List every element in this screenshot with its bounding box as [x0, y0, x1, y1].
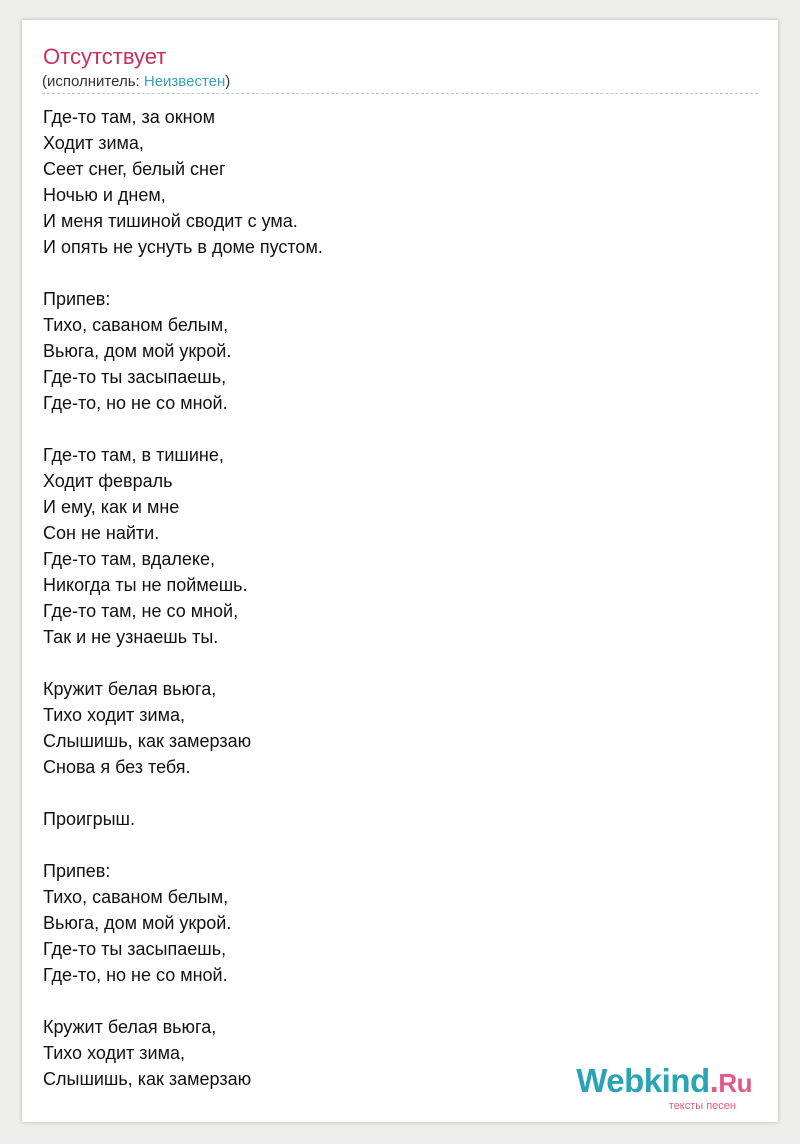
- lyric-line: Где-то там, в тишине,: [43, 445, 224, 465]
- lyric-line: Вьюга, дом мой укрой.: [43, 913, 232, 933]
- artist-link[interactable]: Неизвестен: [143, 73, 226, 90]
- lyric-line: И ему, как и мне: [43, 497, 180, 517]
- lyric-line: Ходит февраль: [43, 471, 173, 491]
- lyric-line: Так и не узнаешь ты.: [43, 627, 219, 647]
- lyric-line: Где-то, но не со мной.: [43, 965, 228, 985]
- logo-dot: .: [709, 1062, 719, 1099]
- lyrics-stanza: [43, 676, 758, 780]
- lyric-line: Слышишь, как замерзаю: [43, 1069, 252, 1089]
- logo-name: Webkind: [576, 1062, 710, 1099]
- lyric-line: Где-то там, не со мной,: [43, 601, 239, 621]
- lyric-line: Сеет снег, белый снег: [43, 159, 226, 179]
- lyrics-stanza: [43, 286, 758, 416]
- lyric-line: Тихо, саваном белым,: [43, 315, 229, 335]
- header-divider: [42, 93, 758, 94]
- lyric-line: И меня тишиной сводит с ума.: [43, 211, 298, 231]
- site-logo[interactable]: [552, 1062, 752, 1114]
- artist-suffix: ): [225, 73, 231, 90]
- logo-wordmark: [576, 1062, 752, 1102]
- artist-prefix: (исполнитель:: [42, 73, 144, 90]
- lyric-line: И опять не уснуть в доме пустом.: [43, 237, 323, 257]
- lyric-line: Кружит белая вьюга,: [43, 1017, 217, 1037]
- lyric-line: Припев:: [43, 289, 111, 309]
- lyrics-body: [43, 104, 758, 1118]
- logo-tagline: тексты песен: [668, 1100, 736, 1112]
- artist-line: [42, 72, 230, 92]
- lyric-line: Где-то, но не со мной.: [43, 393, 228, 413]
- song-title: Отсутствует: [43, 44, 167, 69]
- lyric-line: Где-то там, за окном: [43, 107, 216, 127]
- lyric-line: Никогда ты не поймешь.: [43, 575, 248, 595]
- lyric-line: Кружит белая вьюга,: [43, 679, 217, 699]
- lyric-line: Где-то ты засыпаешь,: [43, 367, 227, 387]
- lyric-line: Тихо ходит зима,: [43, 1043, 185, 1063]
- lyric-line: Ночью и днем,: [43, 185, 166, 205]
- lyric-line: Слышишь, как замерзаю: [43, 731, 252, 751]
- lyrics-stanza: [43, 806, 758, 832]
- lyric-line: Припев:: [43, 861, 111, 881]
- lyric-line: Где-то ты засыпаешь,: [43, 939, 227, 959]
- lyrics-stanza: [43, 858, 758, 988]
- lyric-line: Вьюга, дом мой укрой.: [43, 341, 232, 361]
- lyric-line: Где-то там, вдалеке,: [43, 549, 216, 569]
- lyric-line: Тихо ходит зима,: [43, 705, 185, 725]
- lyrics-stanza: [43, 104, 758, 260]
- logo-tld: Ru: [718, 1068, 752, 1098]
- lyric-line: Сон не найти.: [43, 523, 160, 543]
- lyrics-stanza: [43, 442, 758, 650]
- lyric-line: Тихо, саваном белым,: [43, 887, 229, 907]
- lyric-line: Снова я без тебя.: [43, 757, 191, 777]
- lyrics-sheet: [22, 20, 778, 1122]
- lyric-line: Проигрыш.: [43, 809, 135, 829]
- lyric-line: Ходит зима,: [43, 133, 144, 153]
